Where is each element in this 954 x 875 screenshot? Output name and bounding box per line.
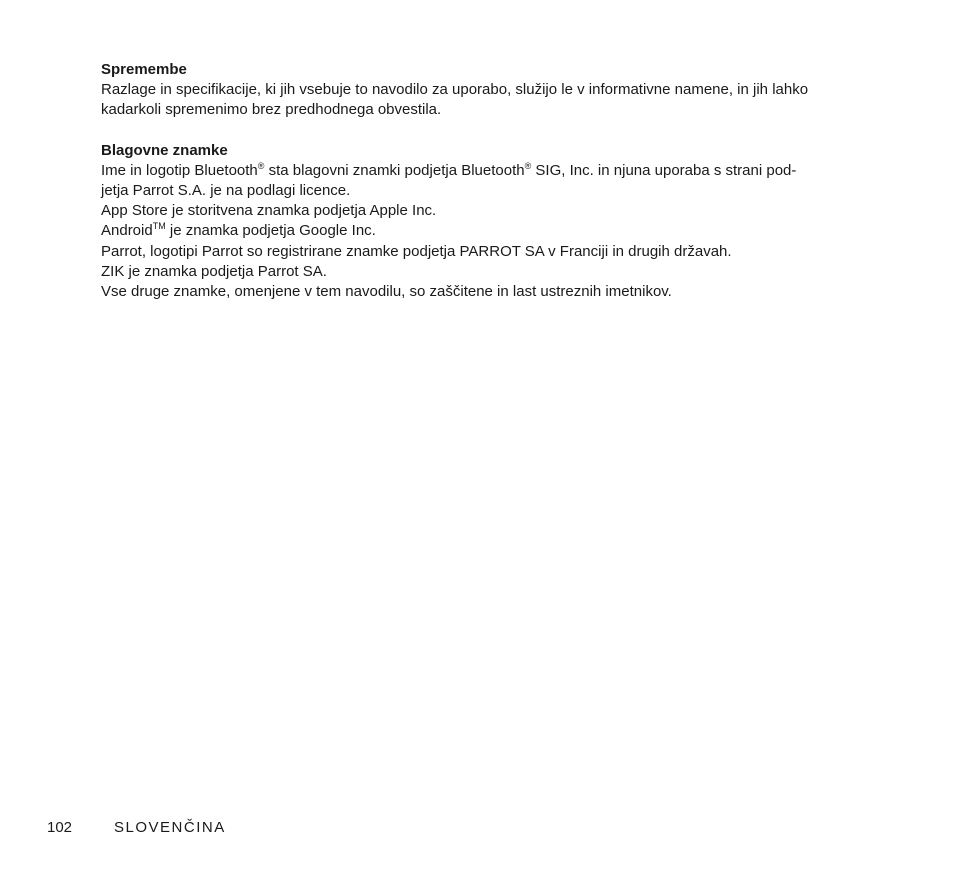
trademarks-text-line-5: Parrot, logotipi Parrot so registrirane znamke podjetja PARROT SA v Franciji in drugih državah. xyxy=(101,242,732,260)
trademarks-text-line-1 xyxy=(101,161,861,181)
trademarks-heading: Blagovne znamke xyxy=(101,141,228,159)
registered-symbol: ® xyxy=(524,160,532,171)
trademark-symbol: TM xyxy=(152,221,166,232)
changes-text-line-1: Razlage in specifikacije, ki jih vsebuje to navodilo za uporabo, služijo le v informativne namene, in jih lahko xyxy=(101,81,809,99)
bluetooth-trademark-text: sta blagovni znamki podjetja Bluetooth xyxy=(264,161,525,179)
page-number: 102 xyxy=(47,819,73,836)
bluetooth-sig-text: SIG, Inc. in njuna uporaba s strani pod- xyxy=(531,161,797,179)
document-body xyxy=(101,60,861,322)
language-label: SLOVENČINA xyxy=(114,819,226,836)
trademarks-section xyxy=(101,141,861,303)
bluetooth-logo-text: Ime in logotip Bluetooth xyxy=(101,161,258,179)
trademarks-text-line-2: jetja Parrot S.A. je na podlagi licence. xyxy=(101,182,351,200)
changes-heading: Spremembe xyxy=(101,61,187,78)
changes-section xyxy=(101,60,861,121)
trademarks-text-line-7: Vse druge znamke, omenjene v tem navodilu, so zaščitene in last ustreznih imetnikov. xyxy=(101,283,672,301)
page-footer xyxy=(47,818,226,838)
trademarks-text-line-6: ZIK je znamka podjetja Parrot SA. xyxy=(101,262,327,280)
registered-symbol: ® xyxy=(257,160,265,171)
android-text: Android xyxy=(101,222,153,240)
google-trademark-text: je znamka podjetja Google Inc. xyxy=(165,222,376,240)
changes-text-line-2: kadarkoli spremenimo brez predhodnega obvestila. xyxy=(101,101,442,119)
trademarks-text-line-4 xyxy=(101,221,861,241)
trademarks-text-line-3: App Store je storitvena znamka podjetja Apple Inc. xyxy=(101,202,437,220)
